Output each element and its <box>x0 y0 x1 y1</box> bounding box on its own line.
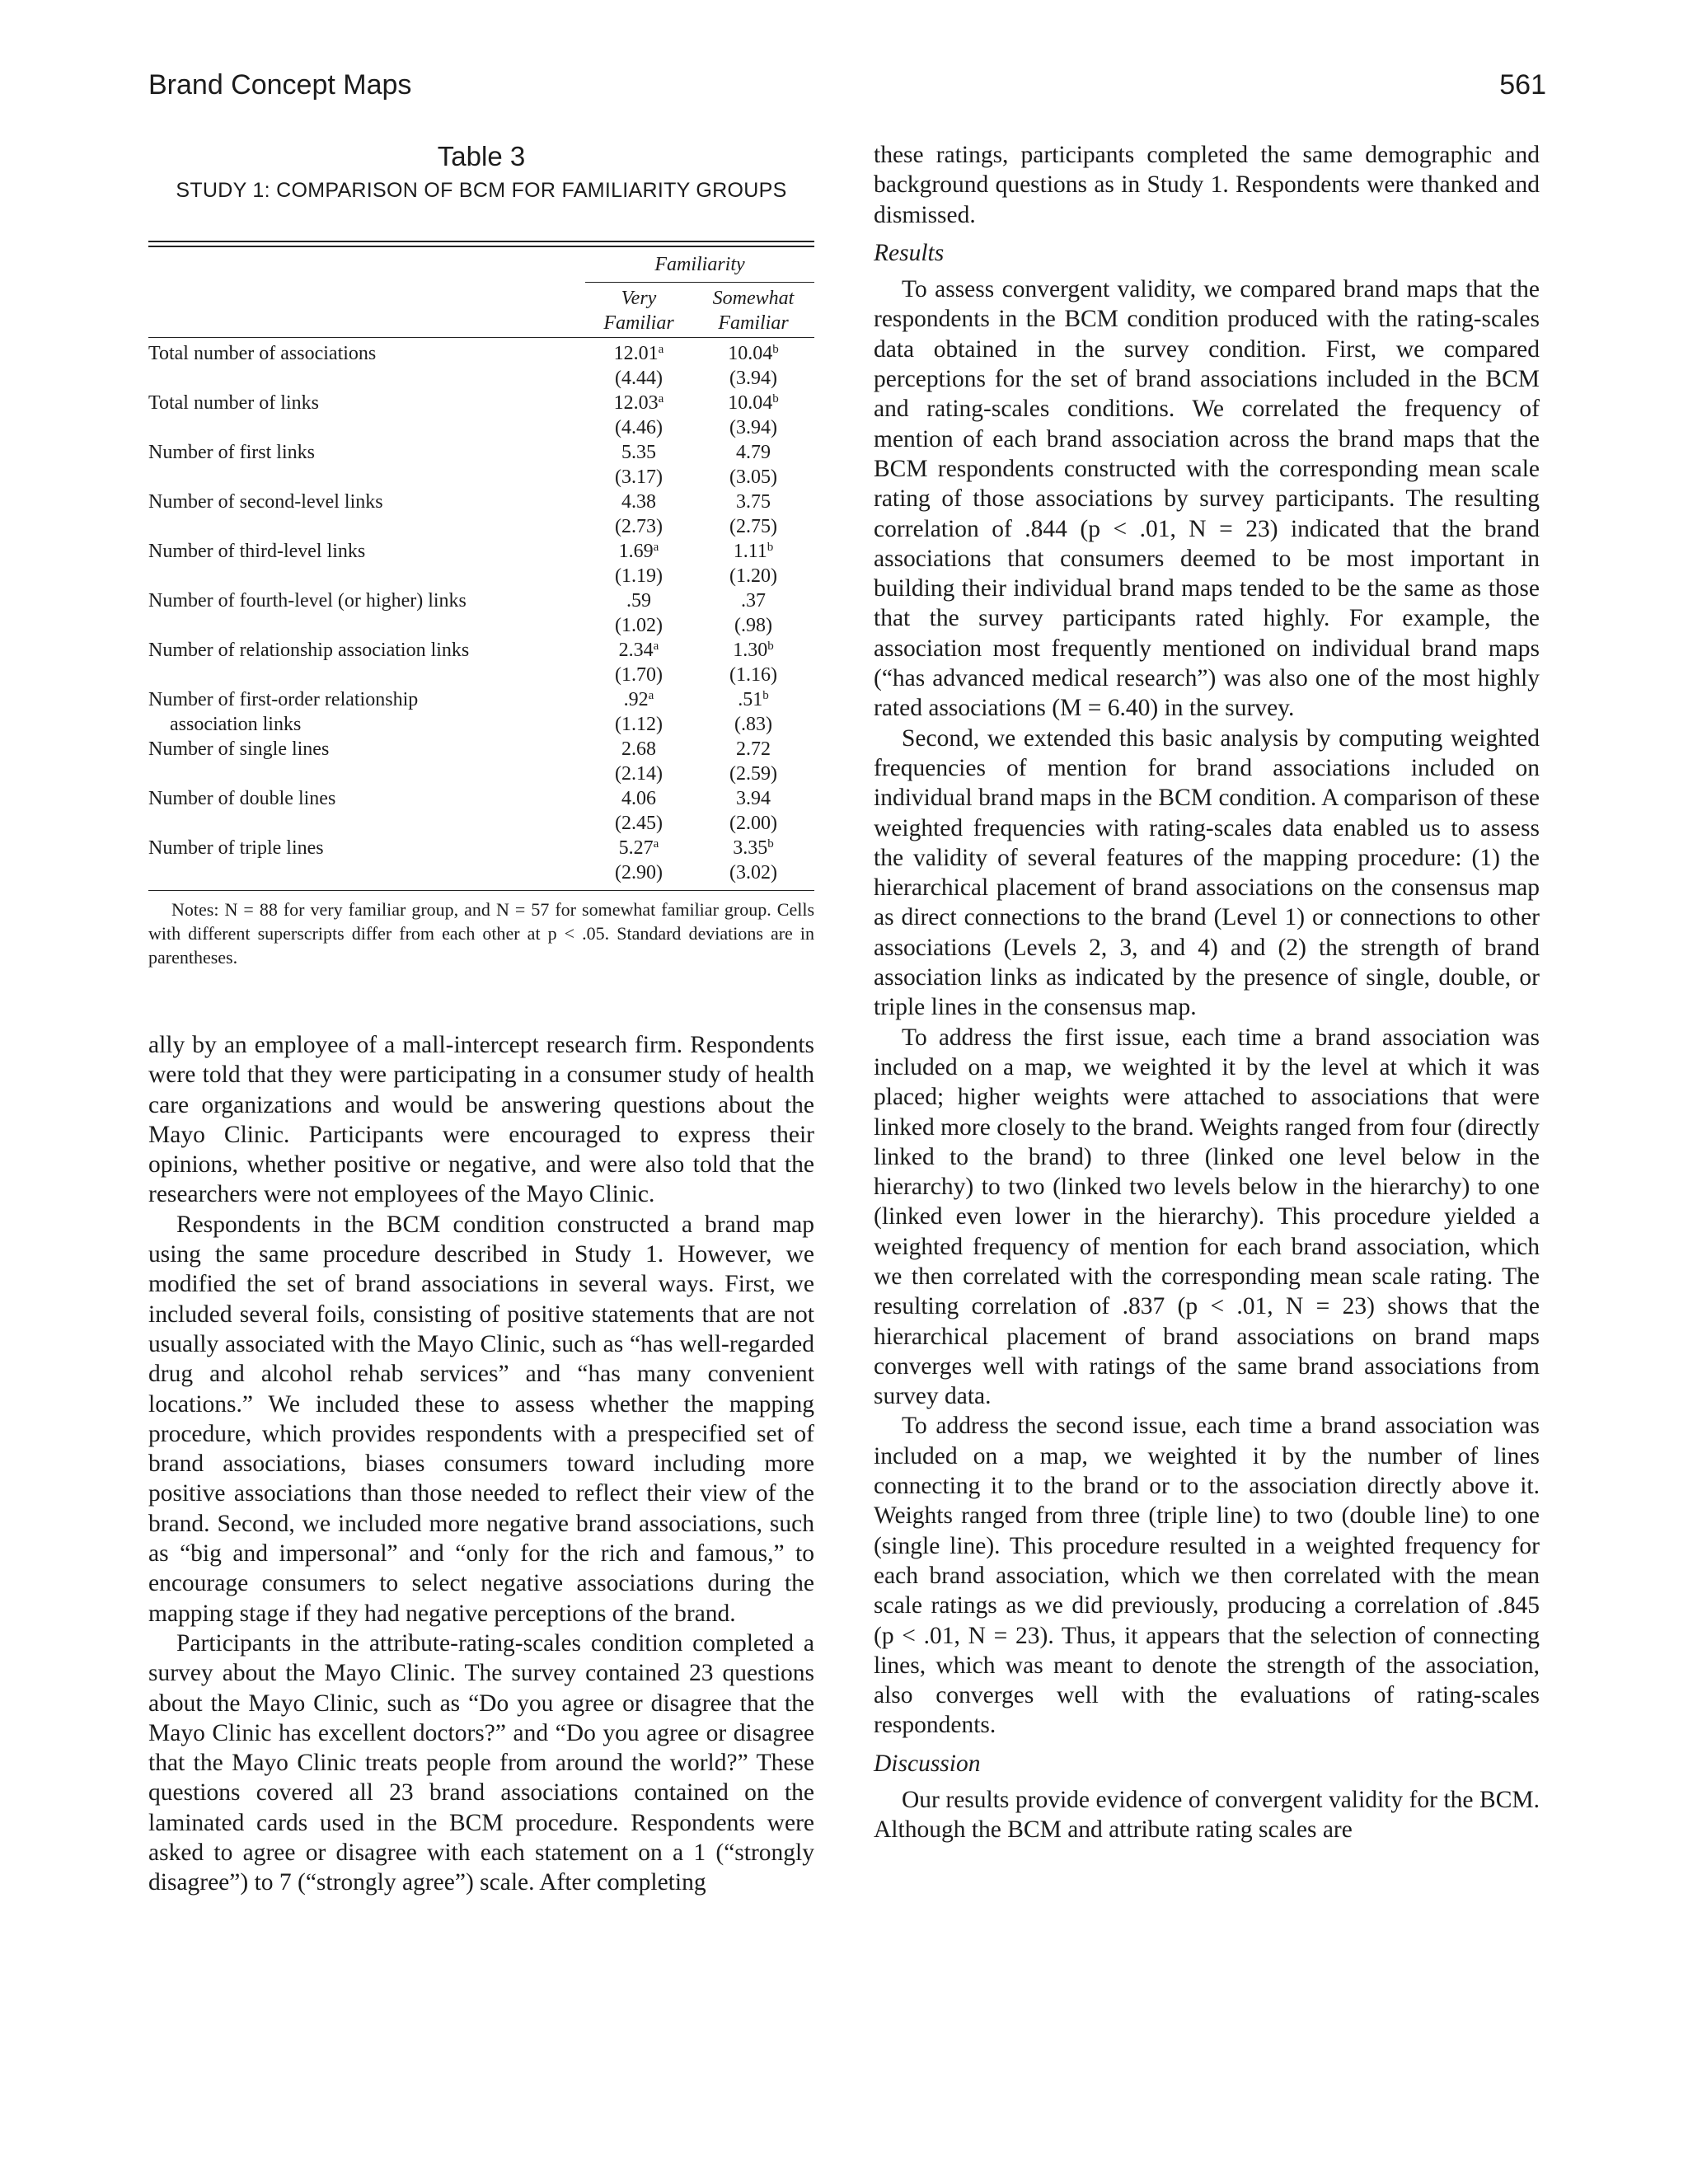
body-paragraph: Second, we extended this basic analysis by computing weighted frequencies of mention for brand associations included on individual brand maps in the BCM condition. A comparison of these weighted frequencies with rating-scales data enabled us to assess the validity of several features of the mapping procedure: (1) the hierarchical placement of brand associations on the consensus map as direct connections to the brand (Level 1) or connections to other associations (Levels 2, 3, and 4) and (2) the strength of brand association links as indicated by the presence of single, double, or triple lines in the consensus map. <box>874 724 1540 1021</box>
table-bottom-rule <box>148 890 814 891</box>
row-label: Number of single lines <box>148 738 330 760</box>
row-label <box>148 465 585 490</box>
very-familiar-value: 4.38 <box>621 491 656 513</box>
row-label <box>148 663 585 687</box>
very-familiar-value: 1.69$^a$ <box>618 541 659 562</box>
very-familiar-value: (4.44) <box>615 368 663 389</box>
very-familiar-value: (1.19) <box>615 565 663 587</box>
group-header-label: Familiarity <box>654 254 745 275</box>
somewhat-familiar-value: 3.35$^b$ <box>733 837 774 859</box>
table-row <box>148 712 814 737</box>
row-label: Number of second-level links <box>148 491 383 513</box>
table-row <box>148 836 814 860</box>
somewhat-familiar-value: (2.00) <box>729 813 777 834</box>
page-number: 561 <box>1499 69 1546 101</box>
body-paragraph: ally by an employee of a mall-intercept research firm. Respondents were told that they were participating in a consumer study of health care organizations and would be answering questions about the Mayo Clinic. Participants were encouraged to express their opinions, whether positive or negative, and were also told that the researchers were not employees of the Mayo Clinic. <box>148 1032 814 1208</box>
table-row <box>148 539 814 564</box>
row-label: Total number of associations <box>148 343 377 364</box>
very-familiar-value: (1.70) <box>615 664 663 686</box>
body-paragraph: Our results provide evidence of convergent validity for the BCM. Although the BCM and attribute rating scales are <box>874 1787 1540 1844</box>
row-label: Number of triple lines <box>148 837 324 859</box>
somewhat-familiar-value: (.83) <box>734 714 772 735</box>
table-subtitle: STUDY 1: COMPARISON OF BCM FOR FAMILIARITY GROUPS <box>176 179 787 202</box>
table-row <box>148 564 814 588</box>
very-familiar-value: 2.34$^a$ <box>618 640 659 661</box>
row-label: Number of relationship association links <box>148 640 470 661</box>
very-familiar-value: (4.46) <box>615 417 663 438</box>
somewhat-familiar-value: (2.75) <box>729 516 777 537</box>
table-body <box>148 338 814 885</box>
col-header-very-familiar: Very Familiar <box>603 288 674 334</box>
body-paragraph: Participants in the attribute-rating-scales condition completed a survey about the Mayo Clinic. The survey contained 23 questions about the Mayo Clinic, such as “Do you agree or disagree that the Mayo Clinic has excellent doctors?” and “Do you agree or disagree that the Mayo Clinic treats people from around the world?” These questions covered all 23 brand associations contained on the laminated cards used in the BCM procedure. Respondents were asked to agree or disagree with each statement on a 1 (“strongly disagree”) to 7 (“strongly agree”) scale. After completing <box>148 1629 814 1896</box>
very-familiar-value: (2.14) <box>615 763 663 785</box>
running-title: Brand Concept Maps <box>148 69 412 101</box>
table-row <box>148 687 814 712</box>
table-row <box>148 341 814 366</box>
somewhat-familiar-value: (.98) <box>734 615 772 636</box>
table-row <box>148 391 814 415</box>
table-row <box>148 613 814 638</box>
table-row <box>148 762 814 786</box>
table-3 <box>148 140 814 969</box>
row-label <box>148 613 585 638</box>
somewhat-familiar-value: 4.79 <box>736 442 771 463</box>
right-column <box>874 140 1540 1845</box>
very-familiar-value: 5.27$^a$ <box>618 837 659 859</box>
table-row <box>148 588 814 613</box>
very-familiar-value: (2.73) <box>615 516 663 537</box>
body-paragraph: To address the second issue, each time a brand association was included on a map, we weighted it by the number of lines connecting it to the brand or to the association directly above it. Weights ranged from three (triple line) to two (double line) to one (single line). This procedure resulted in a weighted frequency for each brand association, which we then correlated with the mean scale ratings as we did previously, producing a correlation of .845 (p < .01, N = 23). Thus, it appears that the selection of connecting lines, which was meant to denote the strength of the association, also converges well with the evaluations of rating-scales respondents. <box>874 1413 1540 1739</box>
somewhat-familiar-value: .51$^b$ <box>738 689 769 710</box>
very-familiar-value: (2.90) <box>615 862 663 883</box>
row-label: Number of first links <box>148 442 315 463</box>
somewhat-familiar-value: 10.04$^b$ <box>728 392 779 414</box>
somewhat-familiar-value: (3.02) <box>729 862 777 883</box>
column-headers <box>148 283 814 337</box>
left-column <box>148 1030 814 1898</box>
somewhat-familiar-value: .37 <box>741 590 766 612</box>
table-row <box>148 366 814 391</box>
row-label: Number of third-level links <box>148 541 366 562</box>
somewhat-familiar-value: 2.72 <box>736 738 771 760</box>
very-familiar-value: .59 <box>626 590 651 612</box>
somewhat-familiar-value: (1.20) <box>729 565 777 587</box>
table-row <box>148 811 814 836</box>
row-label <box>148 811 585 836</box>
body-paragraph: Respondents in the BCM condition constructed a brand map using the same procedure described in Study 1. However, we modified the set of brand associations in several ways. First, we included several foils, consisting of positive statements that are not usually associated with the Mayo Clinic, such as “has well-regarded drug and alcohol rehab services” and “has many convenient locations.” We included these to assess whether the mapping procedure, which provides respondents with a prespecified set of brand associations, biases consumers toward including more positive associations than those needed to reflect their view of the brand. Second, we included more negative brand associations, such as “big and impersonal” and “only for the rich and famous,” to encourage consumers to select negative associations during the mapping stage if they had negative perceptions of the brand. <box>148 1211 814 1627</box>
very-familiar-value: 12.03$^a$ <box>613 392 664 414</box>
very-familiar-value: (1.02) <box>615 615 663 636</box>
table-notes: Notes: N = 88 for very familiar group, and N = 57 for somewhat familiar group. Cells with different superscripts differ from each other at p < .05. Standard deviations are in parentheses. <box>148 899 814 968</box>
table-row <box>148 737 814 762</box>
row-label: association links <box>170 714 302 735</box>
somewhat-familiar-value: (3.05) <box>729 466 777 488</box>
row-label <box>148 860 585 885</box>
table-row <box>148 465 814 490</box>
row-label: Total number of links <box>148 392 319 414</box>
table-title: Table 3 <box>437 141 526 171</box>
table-row <box>148 786 814 811</box>
somewhat-familiar-value: 1.30$^b$ <box>733 640 774 661</box>
body-paragraph: To assess convergent validity, we compared brand maps that the respondents in the BCM condition produced with the rating-scales data obtained in the survey condition. First, we compared perceptions for the set of brand associations included in the BCM and rating-scales conditions. We correlated the frequency of mention of each brand association across the brand maps that the BCM respondents constructed with the corresponding mean scale rating of those associations by survey participants. The resulting correlation of .844 (p < .01, N = 23) indicated that the brand associations that consumers deemed to be most important in building their individual brand maps tended to be the same as those that the survey participants rated highly. For example, the association most frequently mentioned on individual brand maps (“has advanced medical research”) was also one of the most highly rated associations (M = 6.40) in the survey. <box>874 276 1540 722</box>
row-label <box>148 564 585 588</box>
row-label: Number of double lines <box>148 788 336 809</box>
somewhat-familiar-value: (1.16) <box>729 664 777 686</box>
very-familiar-value: (2.45) <box>615 813 663 834</box>
table-top-rule <box>148 241 814 247</box>
row-label <box>148 514 585 539</box>
very-familiar-value: 2.68 <box>621 738 656 760</box>
very-familiar-value: .92$^a$ <box>623 689 654 710</box>
section-heading: Results <box>874 239 945 266</box>
somewhat-familiar-value: 10.04$^b$ <box>728 343 779 364</box>
somewhat-familiar-value: 3.75 <box>736 491 771 513</box>
table-row <box>148 638 814 663</box>
col-header-somewhat-familiar: Somewhat Familiar <box>712 288 795 334</box>
table-row <box>148 490 814 514</box>
very-familiar-value: 5.35 <box>621 442 656 463</box>
somewhat-familiar-value: (3.94) <box>729 417 777 438</box>
very-familiar-value: (1.12) <box>615 714 663 735</box>
row-label <box>148 762 585 786</box>
section-heading: Discussion <box>874 1750 981 1777</box>
somewhat-familiar-value: (2.59) <box>729 763 777 785</box>
table-row <box>148 514 814 539</box>
body-paragraph: To address the first issue, each time a brand association was included on a map, we weighted it by the level at which it was placed; higher weights were attached to associations that were linked more closely to the brand. Weights ranged from four (directly linked to the brand) to three (linked one level below in the hierarchy) to two (linked two levels below in the hierarchy) to one (linked even lower in the hierarchy). This procedure yielded a weighted frequency of mention for each brand association, which we then correlated with the corresponding mean scale rating. The resulting correlation of .837 (p < .01, N = 23) shows that the hierarchical placement of brand associations on brand maps converges well with ratings of the same brand associations from survey data. <box>874 1024 1540 1410</box>
table-row <box>148 860 814 885</box>
somewhat-familiar-value: 1.11$^b$ <box>733 541 774 562</box>
familiarity-group-header <box>148 247 814 282</box>
table-row <box>148 415 814 440</box>
very-familiar-value: (3.17) <box>615 466 663 488</box>
very-familiar-value: 4.06 <box>621 788 656 809</box>
row-label <box>148 415 585 440</box>
row-label <box>148 366 585 391</box>
very-familiar-value: 12.01$^a$ <box>613 343 664 364</box>
row-label: Number of first-order relationship <box>148 689 419 710</box>
table-row <box>148 440 814 465</box>
row-label: Number of fourth-level (or higher) links <box>148 590 467 612</box>
somewhat-familiar-value: (3.94) <box>729 368 777 389</box>
table-row <box>148 663 814 687</box>
somewhat-familiar-value: 3.94 <box>736 788 771 809</box>
body-paragraph: these ratings, participants completed the same demographic and background questions as in Study 1. Respondents were thanked and dismissed. <box>874 142 1540 228</box>
